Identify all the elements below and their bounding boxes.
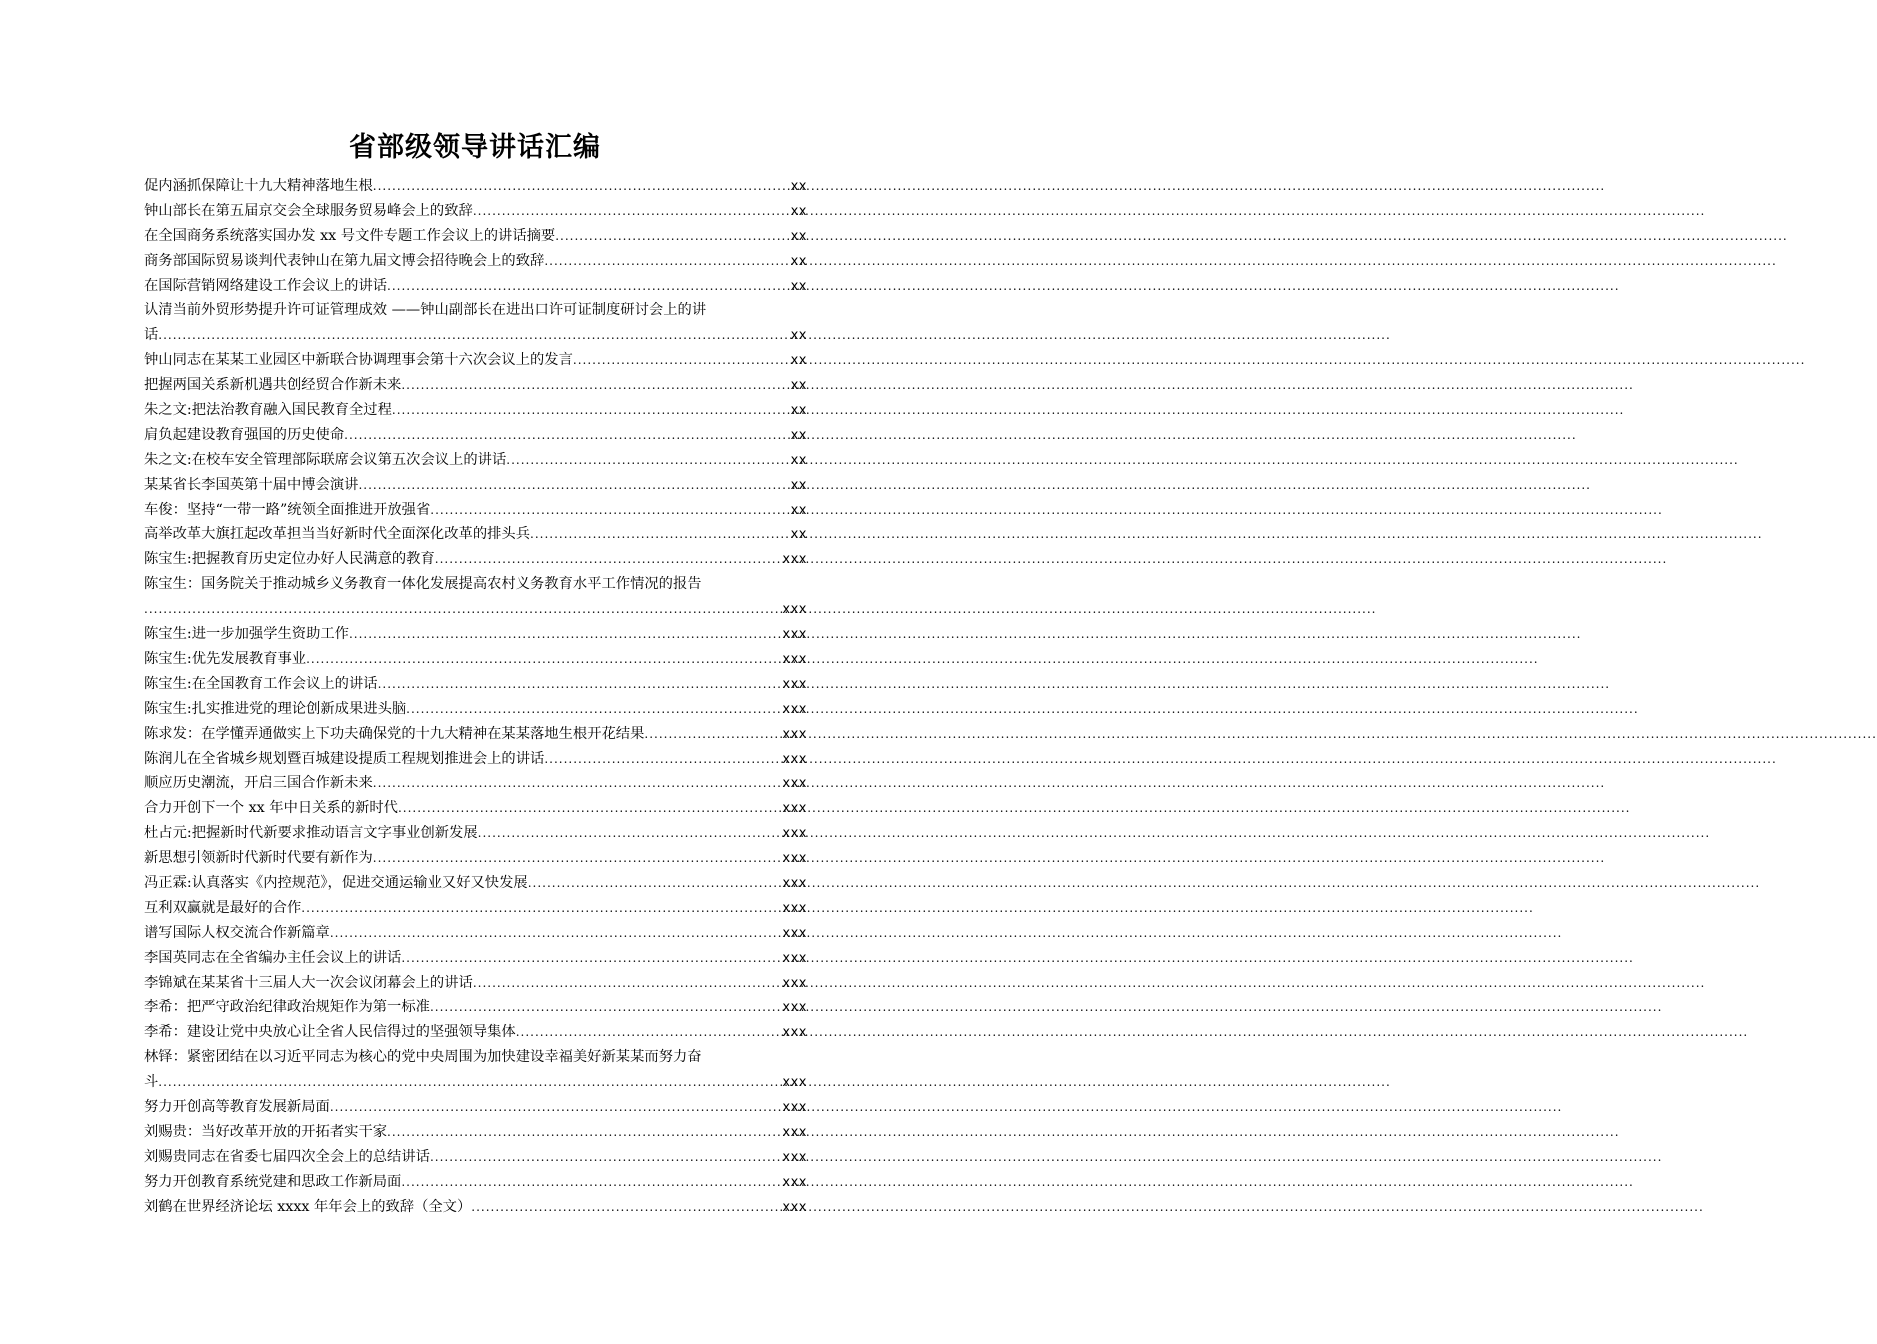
toc-leader-dots — [349, 622, 781, 647]
toc-leader-dots — [373, 771, 782, 796]
toc-page-number: xxx — [782, 875, 807, 891]
toc-page-number: xx — [790, 427, 807, 443]
toc-entry-continuation — [144, 1070, 807, 1095]
toc-leader-dots — [430, 1145, 781, 1170]
toc-leader-dots — [401, 373, 789, 398]
toc-page-number: xx — [790, 228, 807, 244]
toc-entry-title: 李锦斌在某某省十三届人大一次会议闭幕会上的讲话 — [144, 974, 473, 991]
toc-leader-dots — [158, 323, 789, 348]
toc-leader-dots — [401, 946, 781, 971]
toc-entry[interactable] — [144, 647, 807, 672]
toc-leader-dots — [430, 498, 789, 523]
toc-leader-dots — [555, 224, 789, 249]
toc-entry[interactable] — [144, 896, 807, 921]
toc-page-number: xxx — [782, 627, 807, 643]
toc-leader-dots — [306, 647, 781, 672]
toc-page-number: xxx — [782, 552, 807, 568]
toc-entry[interactable] — [144, 572, 807, 622]
toc-leader-dots — [506, 448, 789, 473]
toc-entry-title: 陈宝生:扎实推进党的理论创新成果进头脑 — [144, 700, 407, 717]
toc-entry-title: 高举改革大旗扛起改革担当当好新时代全面深化改革的排头兵 — [144, 526, 531, 543]
toc-page-number: xxx — [782, 1100, 807, 1115]
toc-entry[interactable] — [144, 846, 807, 871]
toc-entry-title: 顺应历史潮流，开启三国合作新未来 — [144, 775, 373, 792]
toc-leader-dots — [544, 747, 781, 772]
toc-entry[interactable] — [144, 622, 807, 647]
toc-entry[interactable] — [144, 1120, 807, 1145]
toc-leader-dots — [435, 547, 782, 572]
toc-leader-dots — [387, 274, 790, 299]
toc-leader-dots — [473, 971, 782, 996]
toc-entry-title: 朱之文:把法治教育融入国民教育全过程 — [144, 402, 392, 419]
toc-page-number: xxx — [782, 1199, 807, 1215]
toc-entry-title: 努力开创教育系统党建和思政工作新局面 — [144, 1173, 402, 1190]
toc-page-number: xxx — [782, 950, 807, 966]
toc-entry[interactable] — [144, 821, 807, 846]
toc-page-number: xxx — [782, 1075, 807, 1091]
toc-entry-title: 陈宝生:在全国教育工作会议上的讲话 — [144, 675, 378, 692]
toc-entry-title: 朱之文:在校车安全管理部际联席会议第五次会议上的讲话 — [144, 451, 507, 468]
toc-entry-title: 陈宝生:优先发展教育事业 — [144, 650, 307, 667]
toc-leader-dots — [471, 1195, 781, 1220]
toc-entry-title: 刘赐贵：当好改革开放的开拓者实干家 — [144, 1123, 388, 1140]
toc-entry-title: 陈宝生:把握教育历史定位办好人民满意的教育 — [144, 551, 435, 568]
toc-entry-title-line1: 陈宝生：国务院关于推动城乡义务教育一体化发展提高农村义务教育水平工作情况的报告 — [144, 576, 702, 593]
toc-entry[interactable] — [144, 1020, 807, 1045]
toc-entry-title: 李国英同志在全省编办主任会议上的讲话 — [144, 949, 402, 966]
toc-entry[interactable] — [144, 971, 807, 996]
toc-page-number: xxx — [782, 602, 807, 618]
toc-leader-dots — [398, 796, 781, 821]
toc-page-number: xx — [790, 502, 807, 518]
toc-entry-title: 冯正霖:认真落实《内控规范》，促进交通运输业又好又快发展 — [144, 874, 528, 891]
toc-entry[interactable] — [144, 1145, 807, 1170]
toc-entry[interactable] — [144, 921, 807, 946]
toc-page-number: xx — [790, 353, 807, 369]
toc-entry[interactable] — [144, 1095, 807, 1120]
toc-leader-dots — [392, 398, 790, 423]
toc-entry-title: 某某省长李国英第十届中博会演讲 — [144, 476, 359, 493]
toc-leader-dots — [373, 846, 782, 871]
toc-page-number: xxx — [782, 900, 807, 916]
toc-entry[interactable] — [144, 672, 807, 697]
toc-page-number: xxx — [782, 1025, 807, 1041]
toc-page-number: xxx — [782, 651, 807, 667]
toc-page-number: xxx — [782, 726, 807, 742]
toc-leader-dots — [516, 1020, 782, 1045]
toc-entry[interactable] — [144, 547, 807, 572]
toc-page-number: xxx — [782, 701, 807, 717]
toc-leader-dots — [430, 995, 781, 1020]
toc-entry-title: 努力开创高等教育发展新局面 — [144, 1099, 330, 1115]
toc-entry-continuation — [144, 323, 807, 348]
toc-entry[interactable] — [144, 771, 807, 796]
toc-entry[interactable] — [144, 348, 807, 373]
toc-entry-title: 促内涵抓保障让十九大精神落地生根 — [144, 178, 373, 194]
toc-entry-title: 把握两国关系新机遇共创经贸合作新未来 — [144, 377, 402, 394]
toc-entry-title-line1: 林铎：紧密团结在以习近平同志为核心的党中央周围为加快建设幸福美好新某某而努力奋 — [144, 1049, 702, 1066]
toc-entry[interactable] — [144, 796, 807, 821]
toc-entry[interactable] — [144, 448, 807, 473]
toc-page-number: xxx — [782, 1174, 807, 1190]
toc-leader-dots — [473, 199, 790, 224]
toc-entry-title: 李希：建设让党中央放心让全省人民信得过的坚强领导集体 — [144, 1024, 516, 1041]
toc-leader-dots — [158, 1070, 781, 1095]
toc-entry-title: 新思想引领新时代新时代要有新作为 — [144, 850, 373, 867]
toc-entry-title: 车俊：坚持“一带一路”统领全面推进开放强省 — [144, 501, 431, 518]
toc-entry[interactable] — [144, 747, 807, 772]
toc-page-number: xxx — [782, 1000, 807, 1016]
toc-page-number: xxx — [782, 776, 807, 792]
table-of-contents — [144, 174, 807, 1219]
toc-page-number: xxx — [782, 751, 807, 767]
toc-entry[interactable] — [144, 249, 807, 274]
toc-leader-dots — [401, 1170, 781, 1195]
toc-entry[interactable] — [144, 423, 807, 448]
toc-page-number: xx — [790, 378, 807, 394]
toc-leader-dots — [358, 473, 789, 498]
toc-entry[interactable] — [144, 398, 807, 423]
toc-page-number: xx — [790, 452, 807, 468]
toc-page-number: xxx — [782, 1149, 807, 1165]
toc-entry-title: 肩负起建设教育强国的历史使命 — [144, 426, 345, 443]
toc-leader-dots — [387, 1120, 781, 1145]
toc-page-number: xx — [790, 477, 807, 493]
toc-page-number: xx — [790, 253, 807, 269]
toc-leader-dots — [344, 423, 789, 448]
toc-entry-title-line2: 话 — [144, 327, 159, 344]
toc-entry-title: 在全国商务系统落实国办发 xx 号文件专题工作会议上的讲话摘要 — [144, 227, 556, 244]
toc-entry-title: 合力开创下一个 xx 年中日关系的新时代 — [144, 800, 398, 817]
toc-entry[interactable] — [144, 1045, 807, 1095]
toc-leader-dots — [378, 672, 782, 697]
toc-entry[interactable] — [144, 1170, 807, 1195]
toc-entry-title: 李希：把严守政治纪律政治规矩作为第一标准 — [144, 999, 430, 1016]
toc-entry[interactable] — [144, 1195, 807, 1220]
toc-page-number: xx — [790, 403, 807, 419]
toc-entry-title: 杜占元:把握新时代新要求推动语言文字事业创新发展 — [144, 825, 478, 842]
toc-page-number: xx — [790, 203, 807, 219]
toc-leader-dots — [544, 249, 789, 274]
toc-entry-title: 互利双赢就是最好的合作 — [144, 899, 302, 916]
toc-page-number: xx — [790, 328, 807, 344]
toc-entry-title-line2: 斗 — [144, 1074, 159, 1091]
toc-page-number: xxx — [782, 925, 807, 941]
toc-entry[interactable] — [144, 871, 807, 896]
toc-entry[interactable] — [144, 946, 807, 971]
toc-leader-dots — [301, 896, 781, 921]
toc-entry[interactable] — [144, 697, 807, 722]
toc-entry-title: 钟山部长在第五届京交会全球服务贸易峰会上的致辞 — [144, 202, 473, 219]
toc-entry-continuation — [144, 597, 807, 622]
toc-leader-dots — [373, 174, 790, 199]
toc-page-number: xxx — [782, 851, 807, 867]
toc-entry-title: 在国际营销网络建设工作会议上的讲话 — [144, 277, 388, 294]
toc-entry-title: 刘赐贵同志在省委七届四次全会上的总结讲话 — [144, 1148, 430, 1165]
toc-entry[interactable] — [144, 274, 807, 299]
toc-entry-title: 谱写国际人权交流合作新篇章 — [144, 924, 330, 941]
toc-page-number: xx — [790, 278, 807, 294]
toc-entry[interactable] — [144, 722, 807, 747]
toc-entry[interactable] — [144, 298, 807, 348]
toc-page-number: xx — [790, 527, 807, 543]
toc-page-number: xxx — [782, 975, 807, 991]
toc-entry[interactable] — [144, 224, 807, 249]
document-title: 省部级领导讲话汇编 — [349, 132, 601, 163]
toc-leader-dots — [528, 871, 782, 896]
toc-leader-dots — [530, 522, 790, 547]
toc-entry-title: 陈宝生:进一步加强学生资助工作 — [144, 626, 349, 643]
toc-leader-dots — [330, 921, 782, 946]
toc-page-number: xx — [790, 179, 807, 194]
toc-entry[interactable] — [144, 995, 807, 1020]
toc-entry[interactable] — [144, 498, 807, 523]
toc-entry[interactable] — [144, 199, 807, 224]
toc-page-number: xxx — [782, 1124, 807, 1140]
toc-entry-title: 商务部国际贸易谈判代表钟山在第九届文博会招待晚会上的致辞 — [144, 252, 545, 269]
toc-entry[interactable] — [144, 473, 807, 498]
toc-entry-title: 钟山同志在某某工业园区中新联合协调理事会第十六次会议上的发言 — [144, 352, 573, 369]
toc-leader-dots — [644, 722, 781, 747]
toc-entry[interactable] — [144, 174, 807, 199]
toc-leader-dots — [144, 597, 781, 622]
toc-page-number: xxx — [782, 801, 807, 817]
toc-entry-title: 刘鹤在世界经济论坛 xxxx 年年会上的致辞（全文） — [144, 1198, 472, 1215]
toc-leader-dots — [406, 697, 781, 722]
toc-page-number: xxx — [782, 826, 807, 842]
toc-leader-dots — [478, 821, 782, 846]
toc-entry[interactable] — [144, 373, 807, 398]
toc-entry-title: 陈润儿在全省城乡规划暨百城建设提质工程规划推进会上的讲话 — [144, 750, 545, 767]
toc-leader-dots — [573, 348, 790, 373]
toc-leader-dots — [330, 1095, 782, 1120]
toc-entry[interactable] — [144, 522, 807, 547]
toc-entry-title-line1: 认清当前外贸形势提升许可证管理成效 ——钟山副部长在进出口许可证制度研讨会上的讲 — [144, 302, 707, 319]
toc-entry-title: 陈求发：在学懂弄通做实上下功夫确保党的十九大精神在某某落地生根开花结果 — [144, 725, 645, 742]
toc-page-number: xxx — [782, 676, 807, 692]
